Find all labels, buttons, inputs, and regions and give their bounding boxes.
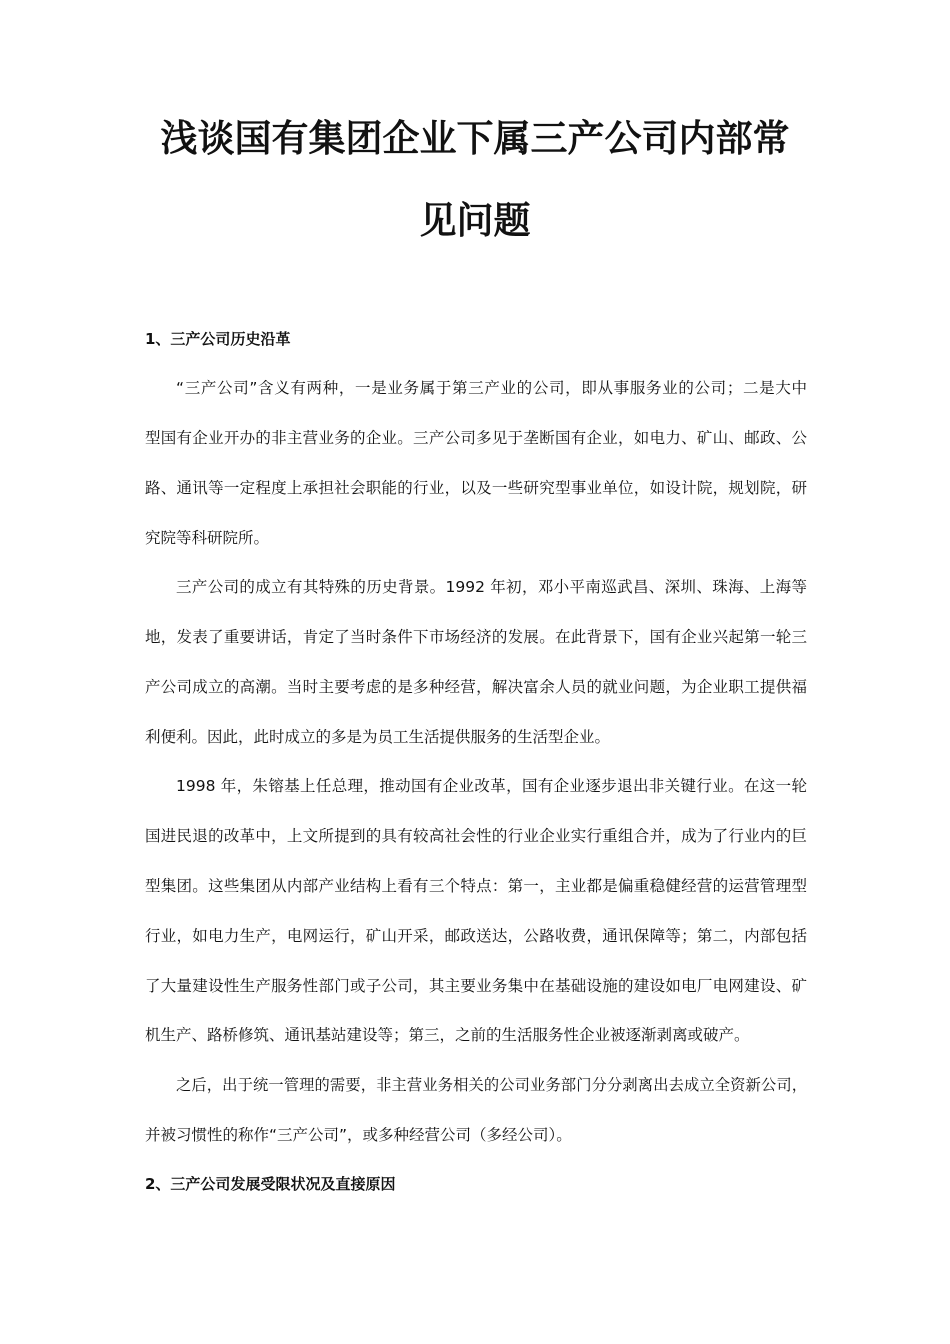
- paragraph-1-line-1: “三产公司”含义有两种，一是业务属于第三产业的公司，即从事服务业的公司；二是大中: [176, 379, 807, 397]
- paragraph-4-line-1: 之后，出于统一管理的需要，非主营业务相关的公司业务部门分分剥离出去成立全资新公司，: [176, 1076, 807, 1094]
- paragraph-3-line-1: 1998 年，朱镕基上任总理，推动国有企业改革，国有企业逐步退出非关键行业。在这一轮: [176, 777, 807, 795]
- section-2-heading: 2、三产公司发展受限状况及直接原因: [145, 1175, 396, 1193]
- paragraph-1-line-3: 路、通讯等一定程度上承担社会职能的行业，以及一些研究型事业单位，如设计院，规划院，研: [145, 479, 807, 497]
- paragraph-3-line-2: 国进民退的改革中，上文所提到的具有较高社会性的行业企业实行重组合并，成为了行业内的巨: [145, 827, 807, 845]
- paragraph-3-line-4: 行业，如电力生产，电网运行，矿山开采，邮政送达，公路收费，通讯保障等；第二，内部包括: [145, 927, 807, 945]
- paragraph-4-line-2: 并被习惯性的称作“三产公司”，或多种经营公司（多经公司）。: [145, 1126, 572, 1144]
- paragraph-2-line-4: 利便利。因此，此时成立的多是为员工生活提供服务的生活型企业。: [145, 728, 611, 746]
- paragraph-1-line-4: 究院等科研院所。: [145, 529, 270, 547]
- paragraph-3-line-3: 型集团。这些集团从内部产业结构上看有三个特点：第一，主业都是偏重稳健经营的运营管理型: [145, 877, 807, 895]
- paragraph-2-line-3: 产公司成立的高潮。当时主要考虑的是多种经营，解决富余人员的就业问题，为企业职工提供福: [145, 678, 807, 696]
- paragraph-3-line-6: 机生产、路桥修筑、通讯基站建设等；第三，之前的生活服务性企业被逐渐剥离或破产。: [145, 1026, 750, 1044]
- paragraph-3-line-5: 了大量建设性生产服务性部门或子公司，其主要业务集中在基础设施的建设如电厂电网建设、矿: [145, 977, 807, 995]
- document-title: [120, 98, 830, 262]
- paragraph-2-line-2: 地，发表了重要讲话，肯定了当时条件下市场经济的发展。在此背景下，国有企业兴起第一轮三: [145, 628, 807, 646]
- paragraph-1-line-2: 型国有企业开办的非主营业务的企业。三产公司多见于垄断国有企业，如电力、矿山、邮政、公: [145, 429, 807, 447]
- title-line-2: 见问题: [419, 199, 531, 242]
- title-line-1: 浅谈国有集团企业下属三产公司内部常: [160, 117, 790, 160]
- paragraph-2-line-1: 三产公司的成立有其特殊的历史背景。1992 年初，邓小平南巡武昌、深圳、珠海、上海等: [176, 578, 807, 596]
- section-1-heading: 1、三产公司历史沿革: [145, 330, 291, 348]
